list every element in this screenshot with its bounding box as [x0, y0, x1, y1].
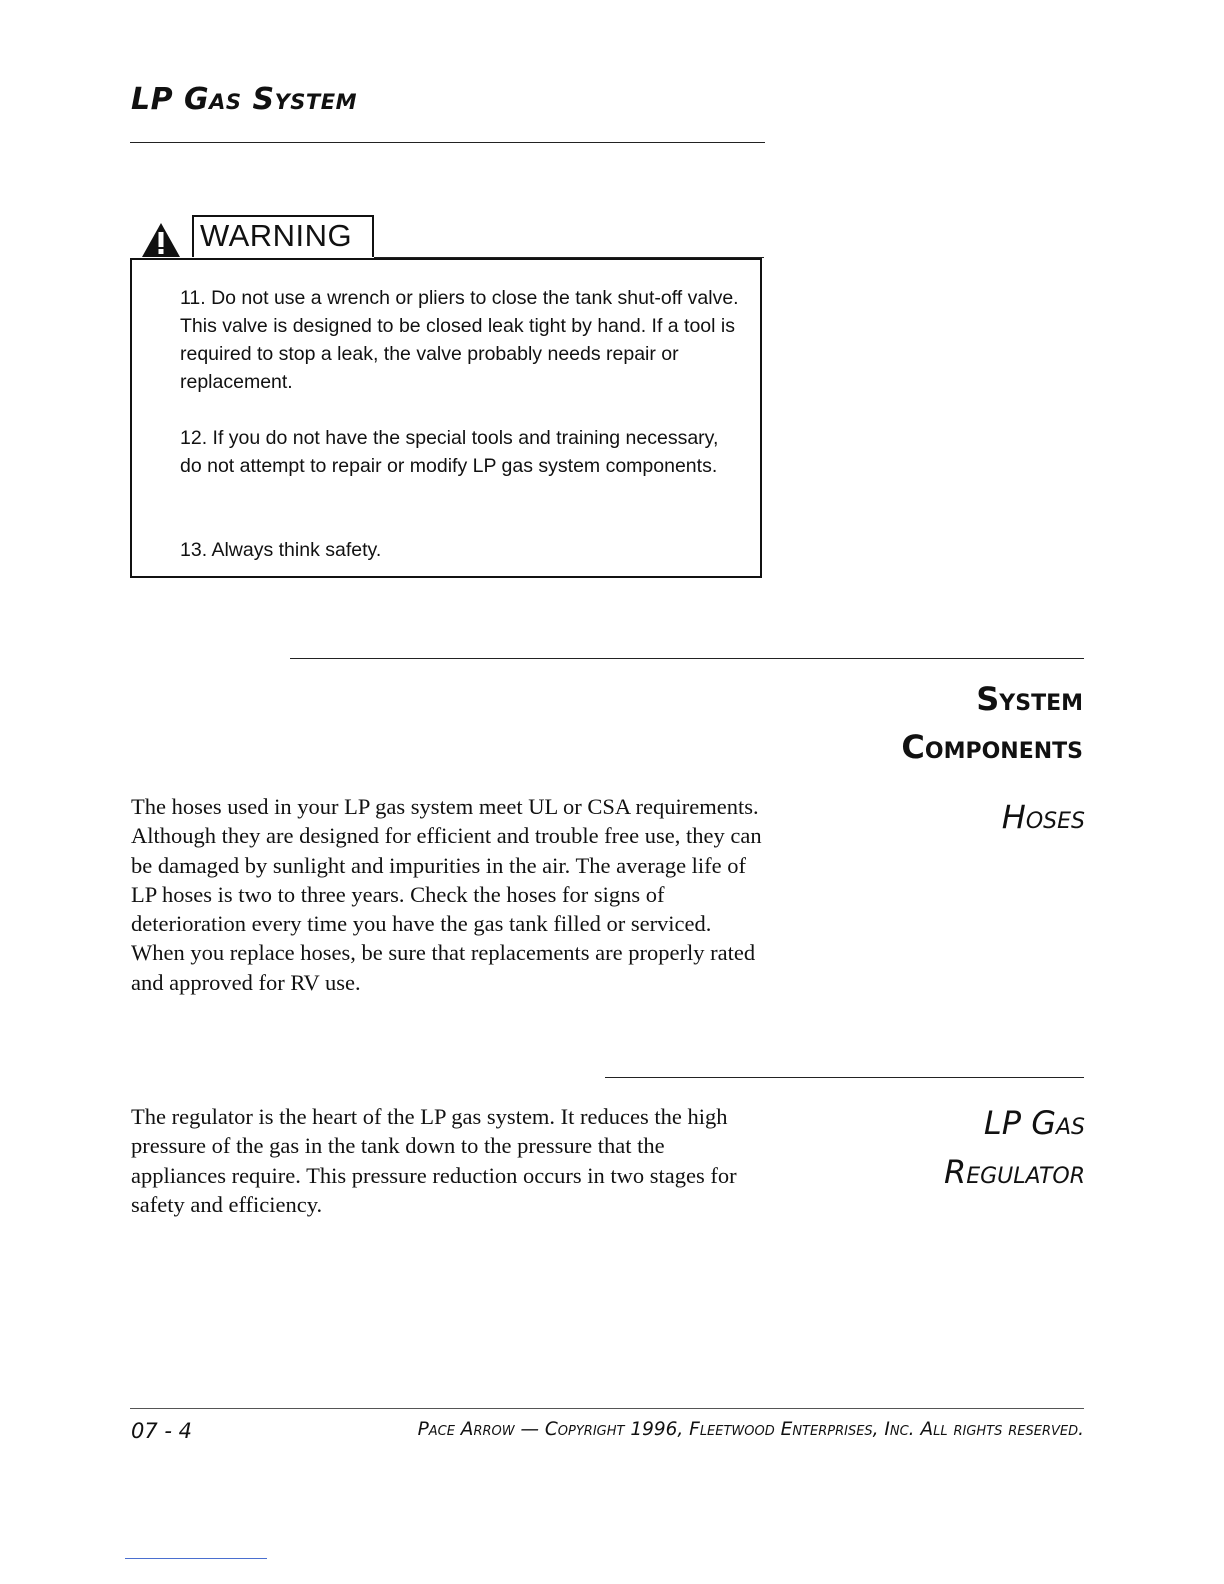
- regulator-rule: [605, 1077, 1084, 1078]
- footer-rule: [130, 1408, 1084, 1409]
- header-rule: [130, 142, 765, 143]
- warning-item-12: 12. If you do not have the special tools and training necessary, do not attempt to repair or modify LP gas system components.: [180, 427, 719, 477]
- regulator-heading-line1: LP Gas: [983, 1104, 1085, 1142]
- hoses-body: The hoses used in your LP gas system meet UL or CSA requirements. Although they are designed for efficient and trouble free use, they can be damaged by sunlight and impurities in the air. The average life of LP hoses is two to three years. Check the hoses for signs of deterioration every time you have the gas tank filled or serviced. When you replace hoses, be sure that replacements are properly rated and approved for RV use.: [131, 794, 762, 995]
- components-heading-line1: System: [976, 680, 1083, 718]
- page-title: LP Gas System: [131, 82, 357, 117]
- warning-item-11: 11. Do not use a wrench or pliers to close the tank shut-off valve. This valve is designed to be closed leak tight by hand. If a tool is required to stop a leak, the valve probably needs repair or replacement.: [180, 287, 739, 393]
- copyright-line: Pace Arrow — Copyright 1996, Fleetwood Enterprises, Inc. All rights reserved.: [417, 1419, 1084, 1440]
- components-rule: [290, 658, 1084, 659]
- hoses-heading: Hoses: [1001, 798, 1085, 836]
- warning-item-13: 13. Always think safety.: [180, 539, 382, 561]
- bottom-blue-rule: [125, 1558, 267, 1559]
- warning-top-line: [374, 257, 764, 258]
- regulator-body: The regulator is the heart of the LP gas system. It reduces the high pressure of the gas in the tank down to the pressure that the appliances require. This pressure reduction occurs in two stages for safety and efficiency.: [131, 1104, 737, 1217]
- page-number: 07 - 4: [131, 1419, 193, 1443]
- warning-triangle-icon: [141, 222, 181, 258]
- regulator-heading-line2: Regulator: [943, 1153, 1085, 1191]
- warning-label: WARNING: [200, 218, 353, 253]
- components-heading-line2: Components: [901, 728, 1083, 766]
